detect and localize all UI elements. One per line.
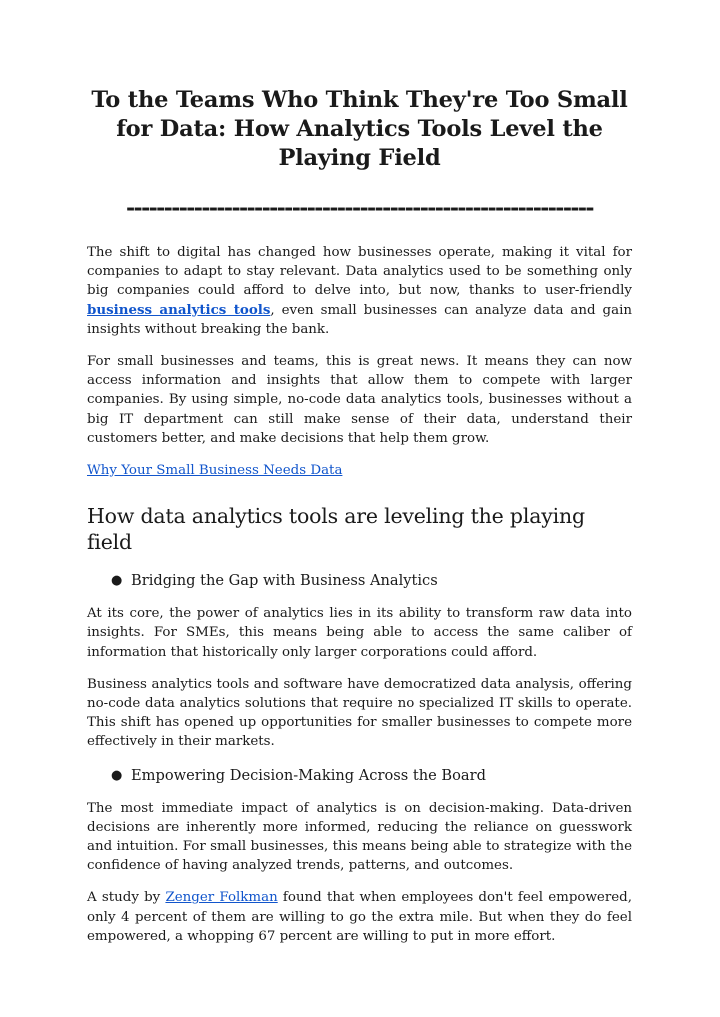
bullet-icon: ● xyxy=(111,767,123,783)
divider-line: -------------------------------------------------------------- xyxy=(126,195,593,221)
bullet-item-bridging-gap xyxy=(87,571,632,591)
study-text-after: found that when employees don't feel empowered, only 4 percent of them are willing to go the extra mile. But when they do feel empowered, a whopping 67 percent are willing to put in more effort. xyxy=(87,890,632,944)
bullet-list-1 xyxy=(87,571,632,591)
document-page xyxy=(87,0,632,946)
intro-text-after: , even small businesses can analyze data and gain insights without breaking the bank. xyxy=(87,302,632,337)
business-analytics-tools-link[interactable]: business analytics tools xyxy=(87,301,271,318)
bullet-list-2 xyxy=(87,766,632,786)
intro-paragraph xyxy=(87,243,632,339)
study-paragraph xyxy=(87,888,632,946)
intro-text-before: The shift to digital has changed how businesses operate, making it vital for companies to adapt to stay relevant. Data analytics used to be something only big companies could afford to delve into, but now, thanks to user-friendly xyxy=(87,245,632,299)
bullet-item-label: Bridging the Gap with Business Analytics xyxy=(131,572,438,590)
zenger-folkman-link[interactable]: Zenger Folkman xyxy=(165,890,278,906)
analytics-core-paragraph: At its core, the power of analytics lies in its ability to transform raw data into insights. For SMEs, this means being able to access the same caliber of information that historically only larger corporations could afford. xyxy=(87,606,632,660)
bullet-item-empowering xyxy=(87,766,632,786)
small-business-paragraph: For small businesses and teams, this is great news. It means they can now access information and insights that allow them to compete with larger companies. By using simple, no-code data analytics tools, businesses without a big IT department can still make sense of their data, understand their customers better, and make decisions that help them grow. xyxy=(87,354,632,446)
democratized-paragraph: Business analytics tools and software have democratized data analysis, offering no-code data analytics solutions that require no specialized IT skills to operate. This shift has opened up opportunities for smaller businesses to compete more effectively in their markets. xyxy=(87,676,632,750)
page-title: To the Teams Who Think They're Too Small for Data: How Analytics Tools Level the Playing Field xyxy=(91,87,628,171)
bullet-item-label: Empowering Decision-Making Across the Board xyxy=(131,766,486,784)
study-text-before: A study by xyxy=(87,890,166,906)
decision-making-paragraph: The most immediate impact of analytics is on decision-making. Data-driven decisions are inherently more informed, reducing the reliance on guesswork and intuition. For small businesses, this means being able to strategize with the confidence of having analyzed trends, patterns, and outcomes. xyxy=(87,800,632,874)
why-small-business-needs-data-link[interactable]: Why Your Small Business Needs Data xyxy=(87,463,343,479)
why-link-paragraph xyxy=(87,461,632,480)
section-heading: How data analytics tools are leveling the playing field xyxy=(87,504,585,555)
bullet-icon: ● xyxy=(111,573,123,589)
